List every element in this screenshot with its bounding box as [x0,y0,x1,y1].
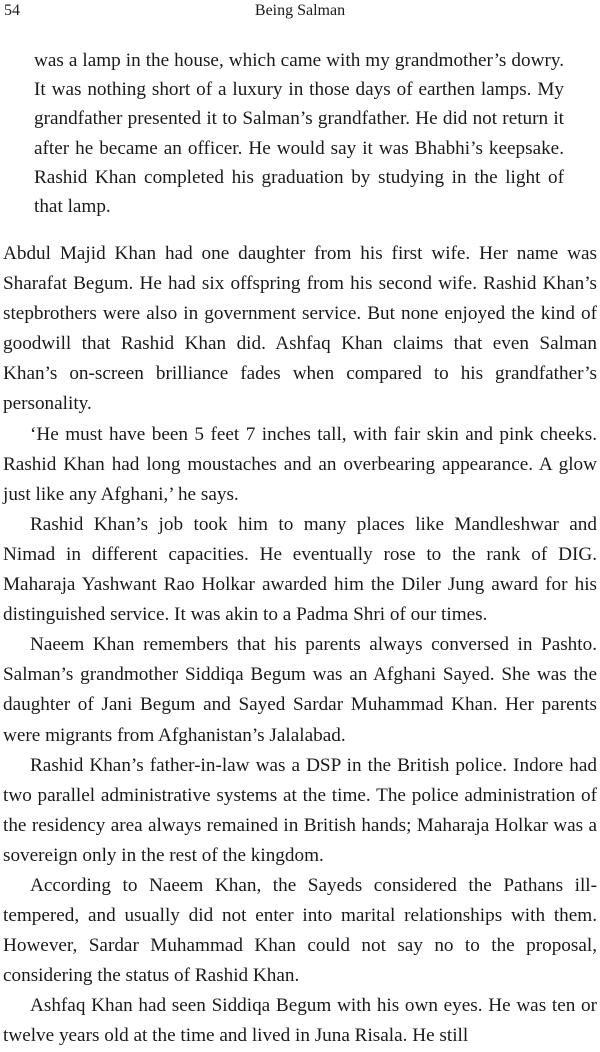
paragraph-1: Abdul Majid Khan had one daughter from his first wife. Her name was Sharafat Begum. He had six offspring from his second wife. Rashid Khan’s stepbrothers were also in government service. But none enjoyed the kind of goodwill that Rashid Khan did. Ashfaq Khan claims that even Salman Khan’s on-screen brilliance fades when compared to his grandfather’s personality. [3,243,597,415]
block-quote [34,46,564,221]
paragraph-5: Rashid Khan’s father-in-law was a DSP in the British police. Indore had two parallel administrative systems at the time. The police administration of the residency area always remained in British hands; Maharaja Holkar was a sovereign only in the rest of the kingdom. [3,754,597,866]
paragraph-3: Rashid Khan’s job took him to many places like Mandleshwar and Nimad in different capacities. He eventually rose to the rank of DIG. Maharaja Yashwant Rao Holkar awarded him the Diler Jung award for his distinguished service. It was akin to a Padma Shri of our times. [3,513,597,626]
page-number: 54 [4,2,20,19]
paragraph-7: Ashfaq Khan had seen Siddiqa Begum with his own eyes. He was ten or twelve years old at the time and lived in Juna Risala. He still [3,995,597,1047]
body-text [3,239,597,1052]
paragraph-4: Naeem Khan remembers that his parents always conversed in Pashto. Salman’s grandmother Siddiqa Begum was an Afghani Sayed. She was the daughter of Jani Begum and Sayed Sardar Muhammad Khan. Her parents were migrants from Afghanistan’s Jalalabad. [3,634,597,746]
page-header [0,0,600,24]
paragraph-2: ‘He must have been 5 feet 7 inches tall, with fair skin and pink cheeks. Rashid Khan had long moustaches and an overbearing appearance. A glow just like any Afghani,’ he says. [3,423,597,505]
quote-paragraph: was a lamp in the house, which came with my grandmother’s dowry. It was nothing short of a luxury in those days of earthen lamps. My grandfather presented it to Salman’s grandfather. He did not return it after he became an officer. He would say it was Bhabhi’s keepsake. Rashid Khan completed his graduation by studying in the light of that lamp. [34,50,564,218]
paragraph-6: According to Naeem Khan, the Sayeds considered the Pathans ill-tempered, and usually did not enter into marital relationships with them. However, Sardar Muhammad Khan could not say no to the proposal, considering the status of Rashid Khan. [3,874,597,987]
running-head: Being Salman [254,2,346,19]
